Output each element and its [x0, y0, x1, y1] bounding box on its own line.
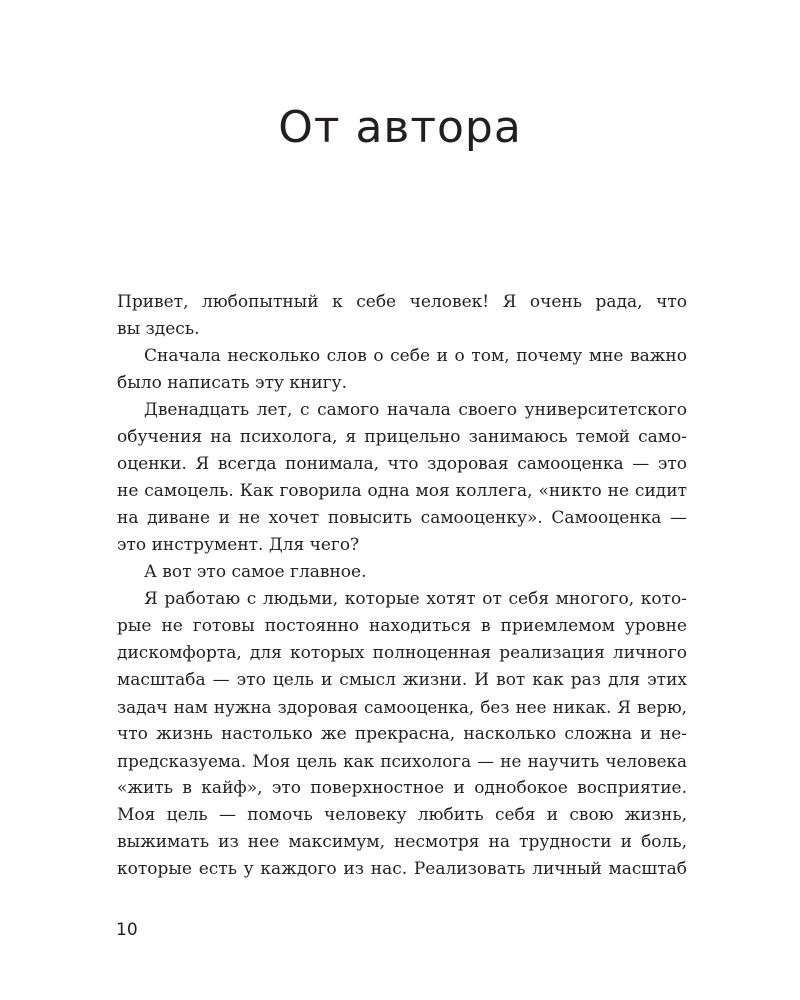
- text-line: вы здесь.: [117, 319, 200, 339]
- text-line: задач нам нужна здоровая самооценка, без нее никак. Я верю,: [117, 697, 687, 717]
- text-line: рые не готовы постоянно находиться в приемлемом уровне: [117, 616, 687, 636]
- text-line: не самоцель. Как говорила одна моя коллега, «никто не сидит: [117, 481, 687, 501]
- text-line: А вот это самое главное.: [144, 562, 367, 582]
- text-line: которые есть у каждого из нас. Реализовать личный масштаб: [117, 859, 687, 879]
- chapter-title: От автора: [278, 102, 522, 153]
- text-line: масштаба — это цель и смысл жизни. И вот как раз для этих: [117, 670, 687, 690]
- text-line: Моя цель — помочь человеку любить себя и свою жизнь,: [117, 805, 687, 825]
- body-text: [117, 289, 687, 883]
- text-line: было написать эту книгу.: [117, 373, 347, 393]
- text-line: на диване и не хочет повысить самооценку». Самооценка —: [117, 508, 687, 528]
- text-line: Привет, любопытный к себе человек! Я очень рада, что: [117, 292, 687, 312]
- text-line: Я работаю с людьми, которые хотят от себя многого, кото-: [144, 589, 687, 609]
- text-line: выжимать из нее максимум, несмотря на трудности и боль,: [117, 832, 687, 852]
- text-line: что жизнь настолько же прекрасна, насколько сложна и не-: [117, 724, 687, 744]
- text-line: оценки. Я всегда понимала, что здоровая самооценка — это: [117, 454, 687, 474]
- page-number: 10: [116, 920, 138, 940]
- text-line: это инструмент. Для чего?: [117, 535, 360, 555]
- text-line: обучения на психолога, я прицельно занимаюсь темой само-: [117, 427, 687, 447]
- text-line: «жить в кайф», это поверхностное и однобокое восприятие.: [117, 778, 687, 798]
- text-line: Сначала несколько слов о себе и о том, почему мне важно: [144, 346, 687, 366]
- text-line: Двенадцать лет, с самого начала своего университетского: [144, 400, 687, 420]
- text-line: предсказуема. Моя цель как психолога — не научить человека: [117, 751, 687, 771]
- text-line: дискомфорта, для которых полноценная реализация личного: [117, 643, 687, 663]
